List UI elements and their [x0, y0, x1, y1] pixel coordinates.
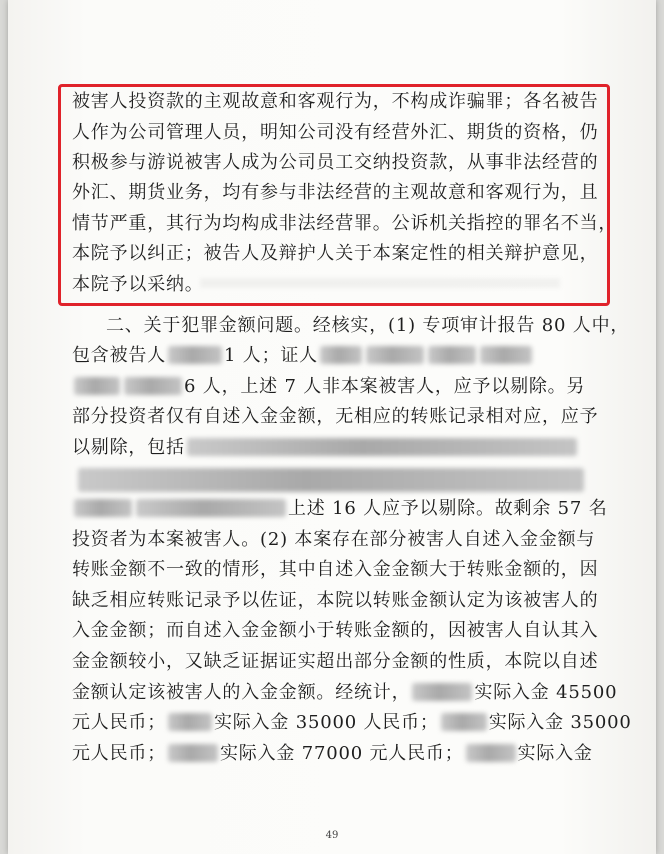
redacted-name	[320, 346, 362, 364]
redacted-name	[480, 346, 532, 364]
text-segment: 实际入金 77000 元人民币；	[220, 743, 464, 764]
redacted-name	[74, 499, 132, 517]
text-line: 金金额较小，又缺乏证据证实超出部分金额的性质，本院以自述	[72, 651, 599, 672]
page-number: 49	[325, 830, 339, 841]
text-line: 投资者为本案被害人。(2) 本案存在部分被害人自述入金金额与	[72, 529, 596, 550]
text-line: 人作为公司管理人员，明知公司没有经营外汇、期货的资格，仍	[72, 122, 599, 143]
text-line: 转账金额不一致的情形，其中自述入金金额大于转账金额的，因	[72, 559, 599, 580]
text-segment: 元人民币；	[72, 712, 166, 733]
text-line: 二、关于犯罪金额问题。经核实，(1) 专项审计报告 80 人中，	[106, 315, 630, 336]
text-segment: 1 人；证人	[224, 345, 318, 366]
text-segment: 金额认定该被害人的入金金额。经统计，	[72, 682, 411, 703]
redacted-name	[168, 744, 218, 762]
text-segment: 实际入金	[517, 743, 593, 764]
text-segment: 元人民币；	[72, 743, 166, 764]
text-segment: 以剔除，包括	[72, 437, 185, 458]
redacted-name	[441, 713, 487, 731]
text-line: 本院予以采纳。	[72, 274, 204, 295]
text-line	[72, 375, 586, 399]
redacted-names	[136, 499, 286, 517]
text-segment: 实际入金 45500	[474, 682, 618, 703]
text-line: 本院予以纠正；被告人及辩护人关于本案定性的相关辩护意见，	[72, 243, 599, 264]
text-line	[72, 497, 608, 521]
text-line: 外汇、期货业务，均有参与非法经营的主观故意和客观行为，且	[72, 182, 599, 203]
redacted-names	[187, 438, 577, 456]
text-segment: 实际入金 35000 人民币；	[214, 712, 439, 733]
text-segment: 实际入金 35000	[488, 712, 632, 733]
text-segment: 包含被告人	[72, 345, 166, 366]
redacted-names-line	[78, 468, 584, 492]
text-line: 情节严重，其行为均构成非法经营罪。公诉机关指控的罪名不当，	[72, 213, 618, 234]
redacted-name	[74, 377, 120, 395]
text-line: 积极参与游说被害人成为公司员工交纳投资款，从事非法经营的	[72, 152, 599, 173]
text-line: 入金金额；而自述入金金额小于转账金额的，因被害人自认其入	[72, 620, 599, 641]
redacted-name	[366, 346, 424, 364]
text-line: 缺乏相应转账记录予以佐证，本院以转账金额认定为该被害人的	[72, 590, 599, 611]
redacted-name	[168, 346, 222, 364]
redacted-name	[466, 744, 516, 762]
redacted-name	[124, 377, 182, 395]
text-segment: 6 人，上述 7 人非本案被害人，应予以剔除。另	[184, 376, 586, 397]
redacted-name	[168, 713, 212, 731]
highlight-box	[58, 84, 618, 306]
text-line	[72, 344, 582, 368]
redacted-name	[412, 683, 472, 701]
text-segment: 上述 16 人应予以剔除。故剩余 57 名	[288, 498, 608, 519]
text-line	[72, 436, 582, 460]
text-line	[72, 681, 618, 705]
text-line: 被害人投资款的主观故意和客观行为，不构成诈骗罪；各名被告	[72, 91, 599, 112]
redacted-name	[428, 346, 476, 364]
text-line: 部分投资者仅有自述入金金额，无相应的转账记录相对应，应予	[72, 406, 599, 427]
text-line	[72, 711, 632, 735]
text-line	[72, 742, 593, 766]
